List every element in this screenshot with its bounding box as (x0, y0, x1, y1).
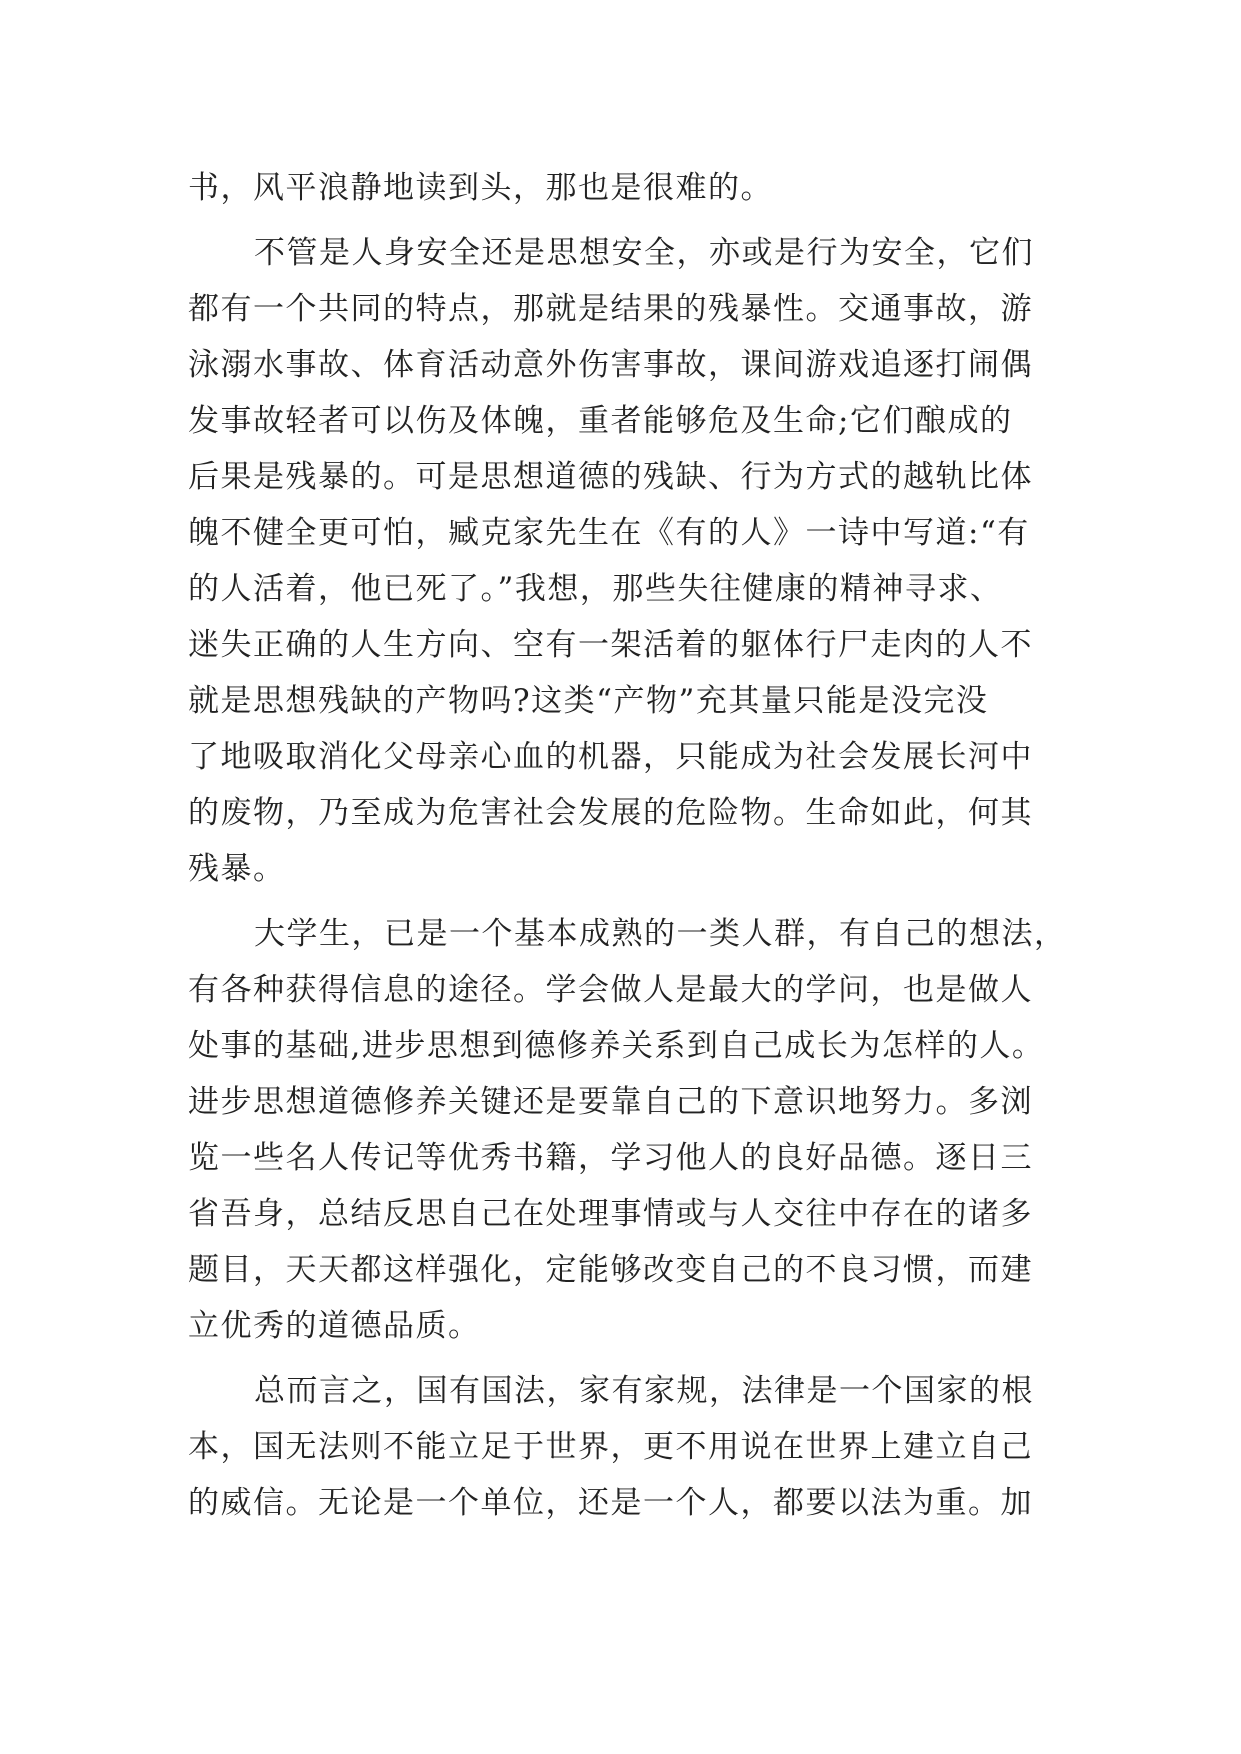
paragraph (188, 1363, 1048, 1531)
text-line: 了地吸取消化父母亲心血的机器，只能成为社会发展长河中 (188, 739, 1033, 775)
text-line: 进步思想道德修养关键还是要靠自己的下意识地努力。多浏 (188, 1084, 1033, 1120)
text-line: 览一些名人传记等优秀书籍，学习他人的良好品德。逐日三 (188, 1140, 1033, 1176)
text-line: 就是思想残缺的产物吗?这类“产物”充其量只能是没完没 (188, 683, 989, 719)
text-line: 魄不健全更可怕，臧克家先生在《有的人》一诗中写道:“有 (188, 515, 1030, 551)
text-line: 都有一个共同的特点，那就是结果的残暴性。交通事故，游 (188, 291, 1033, 327)
paragraph (188, 225, 1048, 897)
text-line: 的威信。无论是一个单位，还是一个人，都要以法为重。加 (188, 1485, 1033, 1521)
text-line: 不管是人身安全还是思想安全，亦或是行为安全，它们 (254, 235, 1034, 271)
text-line: 省吾身，总结反思自己在处理事情或与人交往中存在的诸多 (188, 1196, 1033, 1232)
text-line: 总而言之，国有国法，家有家规，法律是一个国家的根 (254, 1373, 1034, 1409)
text-line: 书，风平浪静地读到头，那也是很难的。 (188, 170, 773, 206)
text-line: 残暴。 (188, 851, 286, 887)
text-line: 迷失正确的人生方向、空有一架活着的躯体行尸走肉的人不 (188, 627, 1033, 663)
paragraph (188, 906, 1067, 1354)
text-line: 发事故轻者可以伤及体魄，重者能够危及生命;它们酿成的 (188, 403, 1013, 439)
text-line: 的人活着，他已死了。”我想，那些失往健康的精神寻求、 (188, 571, 1003, 607)
paragraph (188, 160, 1048, 216)
text-line: 处事的基础,进步思想到德修养关系到自己成长为怎样的人。 (188, 1028, 1045, 1064)
text-line: 泳溺水事故、体育活动意外伤害事故，课间游戏追逐打闹偶 (188, 347, 1033, 383)
document-body (188, 160, 1067, 1531)
text-line: 大学生，已是一个基本成熟的一类人群，有自己的想法， (254, 916, 1067, 952)
text-line: 本，国无法则不能立足于世界，更不用说在世界上建立自己 (188, 1429, 1033, 1465)
text-line: 的废物，乃至成为危害社会发展的危险物。生命如此，何其 (188, 795, 1033, 831)
text-line: 立优秀的道德品质。 (188, 1308, 481, 1344)
text-line: 后果是残暴的。可是思想道德的残缺、行为方式的越轨比体 (188, 459, 1033, 495)
text-line: 有各种获得信息的途径。学会做人是最大的学问，也是做人 (188, 972, 1033, 1008)
text-line: 题目，天天都这样强化，定能够改变自己的不良习惯，而建 (188, 1252, 1033, 1288)
